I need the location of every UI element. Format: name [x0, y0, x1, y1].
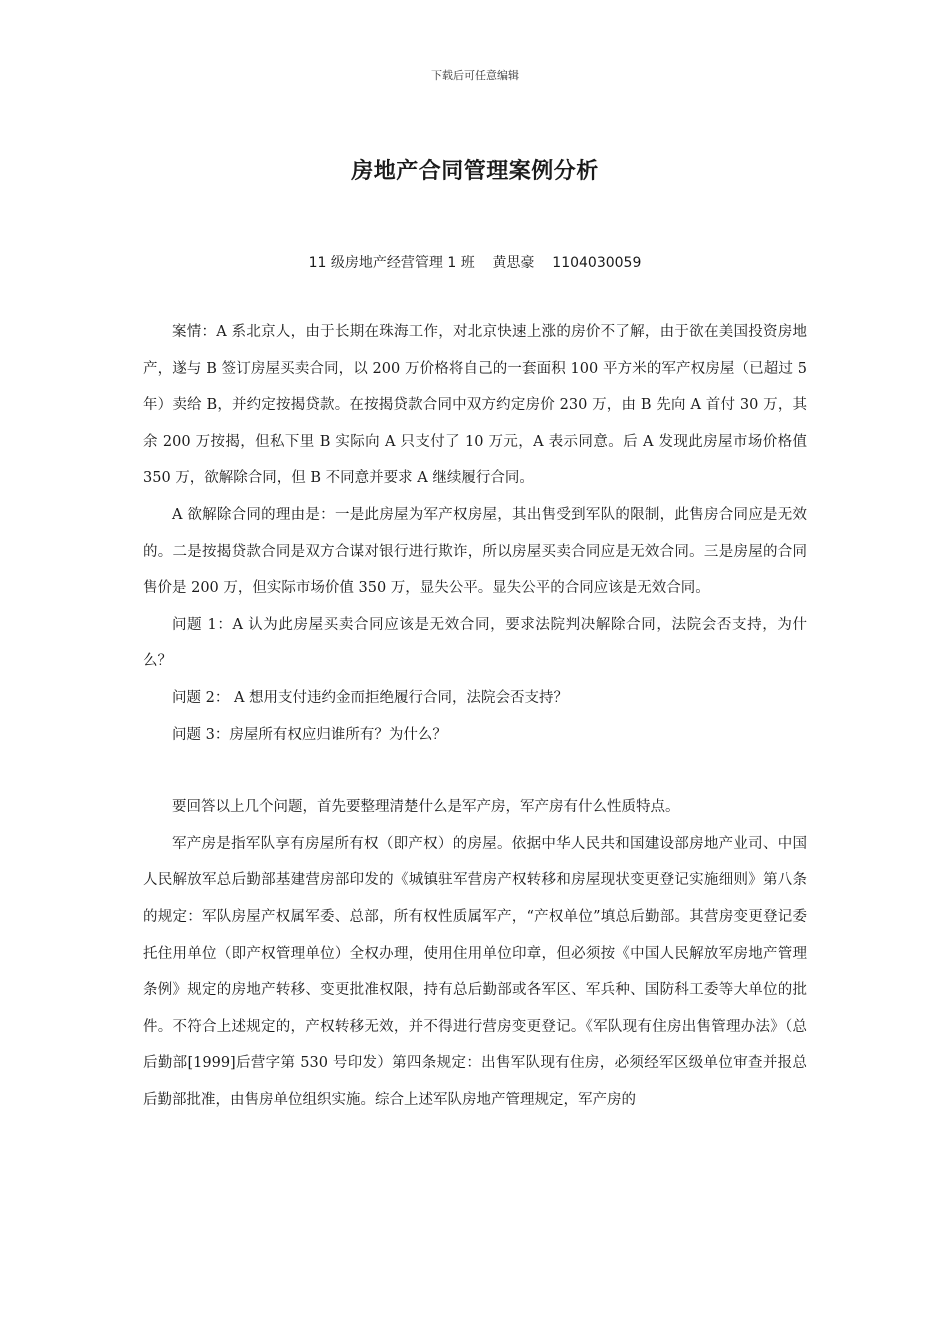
page-title: 房地产合同管理案例分析 [351, 159, 599, 184]
document-body [143, 314, 807, 1118]
header-note: 下载后可任意编辑 [431, 69, 519, 82]
paragraph-case: 案情：A 系北京人，由于长期在珠海工作，对北京快速上涨的房价不了解，由于欲在美国投资房地产，遂与 B 签订房屋买卖合同，以 200 万价格将自己的一套面积 100 平方米的军产权房屋（已超过 5 年）卖给 B，并约定按揭贷款。在按揭贷款合同中双方约定房价 230 万，由 B 先向 A 首付 30 万，其余 200 万按揭，但私下里 B 实际向 A 只支付了 10 万元，A 表示同意。后 A 发现此房屋市场价格值 350 万，欲解除合同，但 B 不同意并要求 A 继续履行合同。 [143, 324, 807, 487]
paragraph-military-property: 军产房是指军队享有房屋所有权（即产权）的房屋。依据中华人民共和国建设部房地产业司、中国人民解放军总后勤部基建营房部印发的《城镇驻军营房产权转移和房屋现状变更登记实施细则》第八条的规定：军队房屋产权属军委、总部，所有权性质属军产，“产权单位”填总后勤部。其营房变更登记委托住用单位（即产权管理单位）全权办理，使用住用单位印章，但必须按《中国人民解放军房地产管理条例》规定的房地产转移、变更批准权限，持有总后勤部或各军区、军兵种、国防科工委等大单位的批件。不符合上述规定的，产权转移无效，并不得进行营房变更登记。《军队现有住房出售管理办法》（总后勤部[1999]后营字第 530 号印发）第四条规定：出售军队现有住房，必须经军区级单位审查并报总后勤部批准，由售房单位组织实施。综合上述军队房地产管理规定，军产房的 [143, 835, 807, 1108]
paragraph-reasons: A 欲解除合同的理由是：一是此房屋为军产权房屋，其出售受到军队的限制，此售房合同应是无效的。二是按揭贷款合同是双方合谋对银行进行欺诈，所以房屋买卖合同应是无效合同。三是房屋的合同售价是 200 万，但实际市场价值 350 万，显失公平。显失公平的合同应该是无效合同。 [143, 506, 807, 597]
paragraph-question-1: 问题 1：A 认为此房屋买卖合同应该是无效合同，要求法院判决解除合同，法院会否支持，为什么？ [143, 616, 807, 670]
paragraph-intro: 要回答以上几个问题，首先要整理清楚什么是军产房，军产房有什么性质特点。 [172, 799, 680, 816]
paragraph-question-2: 问题 2： A 想用支付违约金而拒绝履行合同，法院会否支持？ [172, 689, 569, 706]
author-line: 11 级房地产经营管理 1 班 黄思豪 1104030059 [308, 255, 642, 271]
paragraph-question-3: 问题 3：房屋所有权应归谁所有？为什么？ [172, 726, 447, 743]
